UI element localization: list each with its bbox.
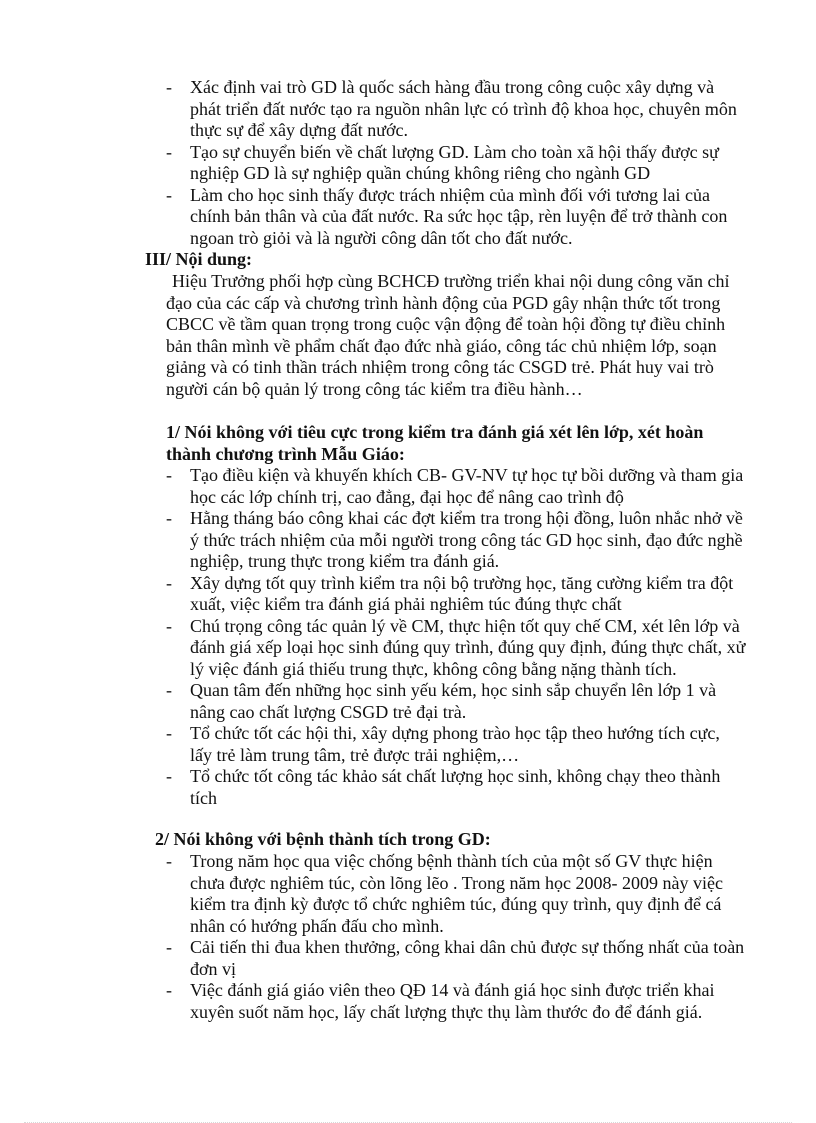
- list-item: - Xây dựng tốt quy trình kiểm tra nội bộ trường học, tăng cường kiểm tra đột xuất, việc kiểm tra đánh giá phải nghiêm túc đúng thực chất: [166, 573, 746, 616]
- list-item: - Tổ chức tốt công tác khảo sát chất lượng học sinh, không chạy theo thành tích: [166, 766, 746, 809]
- subsection-heading: 2/ Nói không với bệnh thành tích trong GD:: [155, 829, 491, 849]
- list-item: - Làm cho học sinh thấy được trách nhiệm của mình đối với tương lai của chính bản thân và của đất nước. Ra sức học tập, rèn luyện để trở thành con ngoan trò giỏi và là người công dân tốt cho đất nước.: [166, 185, 746, 250]
- subsection-2-list: [166, 851, 746, 1023]
- goals-list: [166, 77, 746, 249]
- paragraph-text: Hiệu Trưởng phối hợp cùng BCHCĐ trường triển khai nội dung công văn chỉ đạo của các cấp và chương trình hành động của PGD gây nhận thức tốt trong CBCC về tầm quan trọng trong cuộc vận động để toàn hội đồng tự điều chỉnh bản thân mình về phẩm chất đạo đức nhà giáo, công tác chủ nhiệm lớp, soạn giảng và có tinh thần trách nhiệm trong công tác CSGD trẻ. Phát huy vai trò người cán bộ quản lý trong công tác kiểm tra điều hành…: [166, 271, 730, 399]
- list-item: - Trong năm học qua việc chống bệnh thành tích của một số GV thực hiện chưa được nghiêm túc, còn lõng lẽo . Trong năm học 2008- 2009 này việc kiểm tra định kỳ được tổ chức nghiêm túc, đúng quy trình, quy định để cá nhân có hướng phấn đấu cho mình.: [166, 851, 746, 937]
- list-item: - Xác định vai trò GD là quốc sách hàng đầu trong công cuộc xây dựng và phát triển đất nước tạo ra nguồn nhân lực có trình độ khoa học, chuyên môn thực sự để xây dựng đất nước.: [166, 77, 746, 142]
- list-item: - Quan tâm đến những học sinh yếu kém, học sinh sắp chuyển lên lớp 1 và nâng cao chất lượng CSGD trẻ đại trà.: [166, 680, 746, 723]
- section-paragraph: [166, 271, 741, 400]
- list-item: - Tạo điều kiện và khuyến khích CB- GV-NV tự học tự bồi dưỡng và tham gia học các lớp chính trị, cao đẳng, đại học để nâng cao trình độ: [166, 465, 746, 508]
- list-item: - Tổ chức tốt các hội thi, xây dựng phong trào học tập theo hướng tích cực, lấy trẻ làm trung tâm, trẻ được trải nghiệm,…: [166, 723, 746, 766]
- list-item: - Tạo sự chuyển biến về chất lượng GD. Làm cho toàn xã hội thấy được sự nghiệp GD là sự nghiệp quần chúng không riêng cho ngành GD: [166, 142, 746, 185]
- section-heading: III/ Nội dung:: [145, 249, 253, 269]
- list-item: - Chú trọng công tác quản lý về CM, thực hiện tốt quy chế CM, xét lên lớp và đánh giá xếp loại học sinh đúng quy trình, đúng quy định, đúng thực chất, xử lý việc đánh giá thiếu trung thực, không công bằng nặng thành tích.: [166, 616, 746, 681]
- subsection-heading: 1/ Nói không với tiêu cực trong kiểm tra đánh giá xét lên lớp, xét hoàn thành chương trình Mẫu Giáo:: [166, 422, 704, 464]
- list-item: - Cải tiến thi đua khen thưởng, công khai dân chủ được sự thống nhất của toàn đơn vị: [166, 937, 746, 980]
- list-item: - Việc đánh giá giáo viên theo QĐ 14 và đánh giá học sinh được triển khai xuyên suốt năm học, lấy chất lượng thực thụ làm thước đo để đánh giá.: [166, 980, 746, 1023]
- subsection-1-list: [166, 465, 746, 809]
- list-item: - Hằng tháng báo công khai các đợt kiểm tra trong hội đồng, luôn nhắc nhở về ý thức trách nhiệm của mỗi người trong công tác GD học sinh, đạo đức nghề nghiệp, trung thực trong kiểm tra đánh giá.: [166, 508, 746, 573]
